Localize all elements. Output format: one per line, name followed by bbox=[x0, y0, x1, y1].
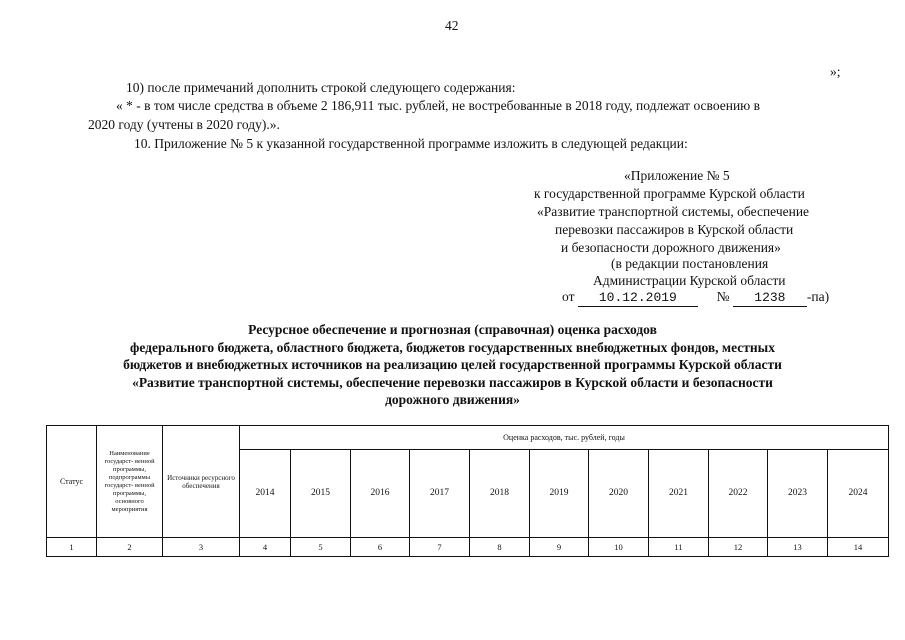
number-label: № bbox=[716, 289, 730, 304]
title-line-5: дорожного движения» bbox=[385, 392, 520, 407]
note-line-2: 2020 году (учтены в 2020 году).». bbox=[88, 117, 280, 132]
appendix-line-5: и безопасности дорожного движения» bbox=[561, 240, 781, 255]
year-cell: 2023 bbox=[768, 450, 828, 538]
year-cell: 2018 bbox=[470, 450, 530, 538]
item-10-text: 10. Приложение № 5 к указанной государственной программе изложить в следующей редакции: bbox=[134, 136, 688, 151]
title-line-1: Ресурсное обеспечение и прогнозная (справочная) оценка расходов bbox=[248, 322, 657, 337]
column-number-cell: 2 bbox=[97, 538, 163, 557]
appendix-line-2: к государственной программе Курской области bbox=[534, 186, 805, 201]
title-line-4: «Развитие транспортной системы, обеспечение перевозки пассажиров в Курской области и безопасности bbox=[132, 375, 773, 390]
column-number-cell: 12 bbox=[709, 538, 768, 557]
column-number-cell: 10 bbox=[589, 538, 649, 557]
appendix-line-4: перевозки пассажиров в Курской области bbox=[555, 222, 794, 237]
appendix-line-1: «Приложение № 5 bbox=[624, 168, 730, 183]
note-line-1: « * - в том числе средства в объеме 2 186,911 тыс. рублей, не востребованные в 2018 году, подлежат освоению в bbox=[116, 98, 761, 113]
column-number-cell: 6 bbox=[351, 538, 410, 557]
appendix-line-7: Администрации Курской области bbox=[593, 273, 786, 288]
column-number-cell: 7 bbox=[410, 538, 470, 557]
header-estimate: Оценка расходов, тыс. рублей, годы bbox=[240, 426, 889, 450]
paragraph-10-intro: 10) после примечаний дополнить строкой следующего содержания: bbox=[126, 80, 516, 95]
year-cell: 2017 bbox=[410, 450, 470, 538]
year-cell: 2021 bbox=[649, 450, 709, 538]
appendix-line-3: «Развитие транспортной системы, обеспечение bbox=[537, 204, 810, 219]
closing-quote: »; bbox=[830, 64, 841, 79]
year-cell: 2016 bbox=[351, 450, 410, 538]
column-number-cell: 1 bbox=[47, 538, 97, 557]
title-line-3: бюджетов и внебюджетных источников на реализацию целей государственной программы Курской области bbox=[123, 357, 782, 372]
year-cell: 2022 bbox=[709, 450, 768, 538]
decree-date: 10.12.2019 bbox=[578, 290, 698, 307]
column-number-cell: 8 bbox=[470, 538, 530, 557]
resource-table bbox=[46, 425, 889, 557]
column-number-cell: 11 bbox=[649, 538, 709, 557]
header-sources: Источники ресурсного обеспечения bbox=[163, 426, 240, 538]
column-number-cell: 14 bbox=[828, 538, 889, 557]
year-cell: 2024 bbox=[828, 450, 889, 538]
page-number: 42 bbox=[445, 18, 459, 33]
decree-reference bbox=[562, 289, 829, 307]
title-line-2: федерального бюджета, областного бюджета, бюджетов государственных внебюджетных фондов, местных bbox=[130, 340, 775, 355]
column-number-cell: 13 bbox=[768, 538, 828, 557]
header-program-name: Наименование государст- венной программы, подпрограммы государст- венной программы, основного мероприятия bbox=[97, 426, 163, 538]
year-cell: 2020 bbox=[589, 450, 649, 538]
column-number-cell: 4 bbox=[240, 538, 291, 557]
column-number-cell: 5 bbox=[291, 538, 351, 557]
year-cell: 2019 bbox=[530, 450, 589, 538]
appendix-line-6: (в редакции постановления bbox=[611, 256, 769, 271]
year-cell: 2015 bbox=[291, 450, 351, 538]
header-status: Статус bbox=[47, 426, 97, 538]
column-number-cell: 3 bbox=[163, 538, 240, 557]
from-label: от bbox=[562, 289, 575, 304]
decree-suffix: -па) bbox=[806, 289, 830, 304]
year-cell: 2014 bbox=[240, 450, 291, 538]
decree-number: 1238 bbox=[733, 290, 807, 307]
column-number-cell: 9 bbox=[530, 538, 589, 557]
